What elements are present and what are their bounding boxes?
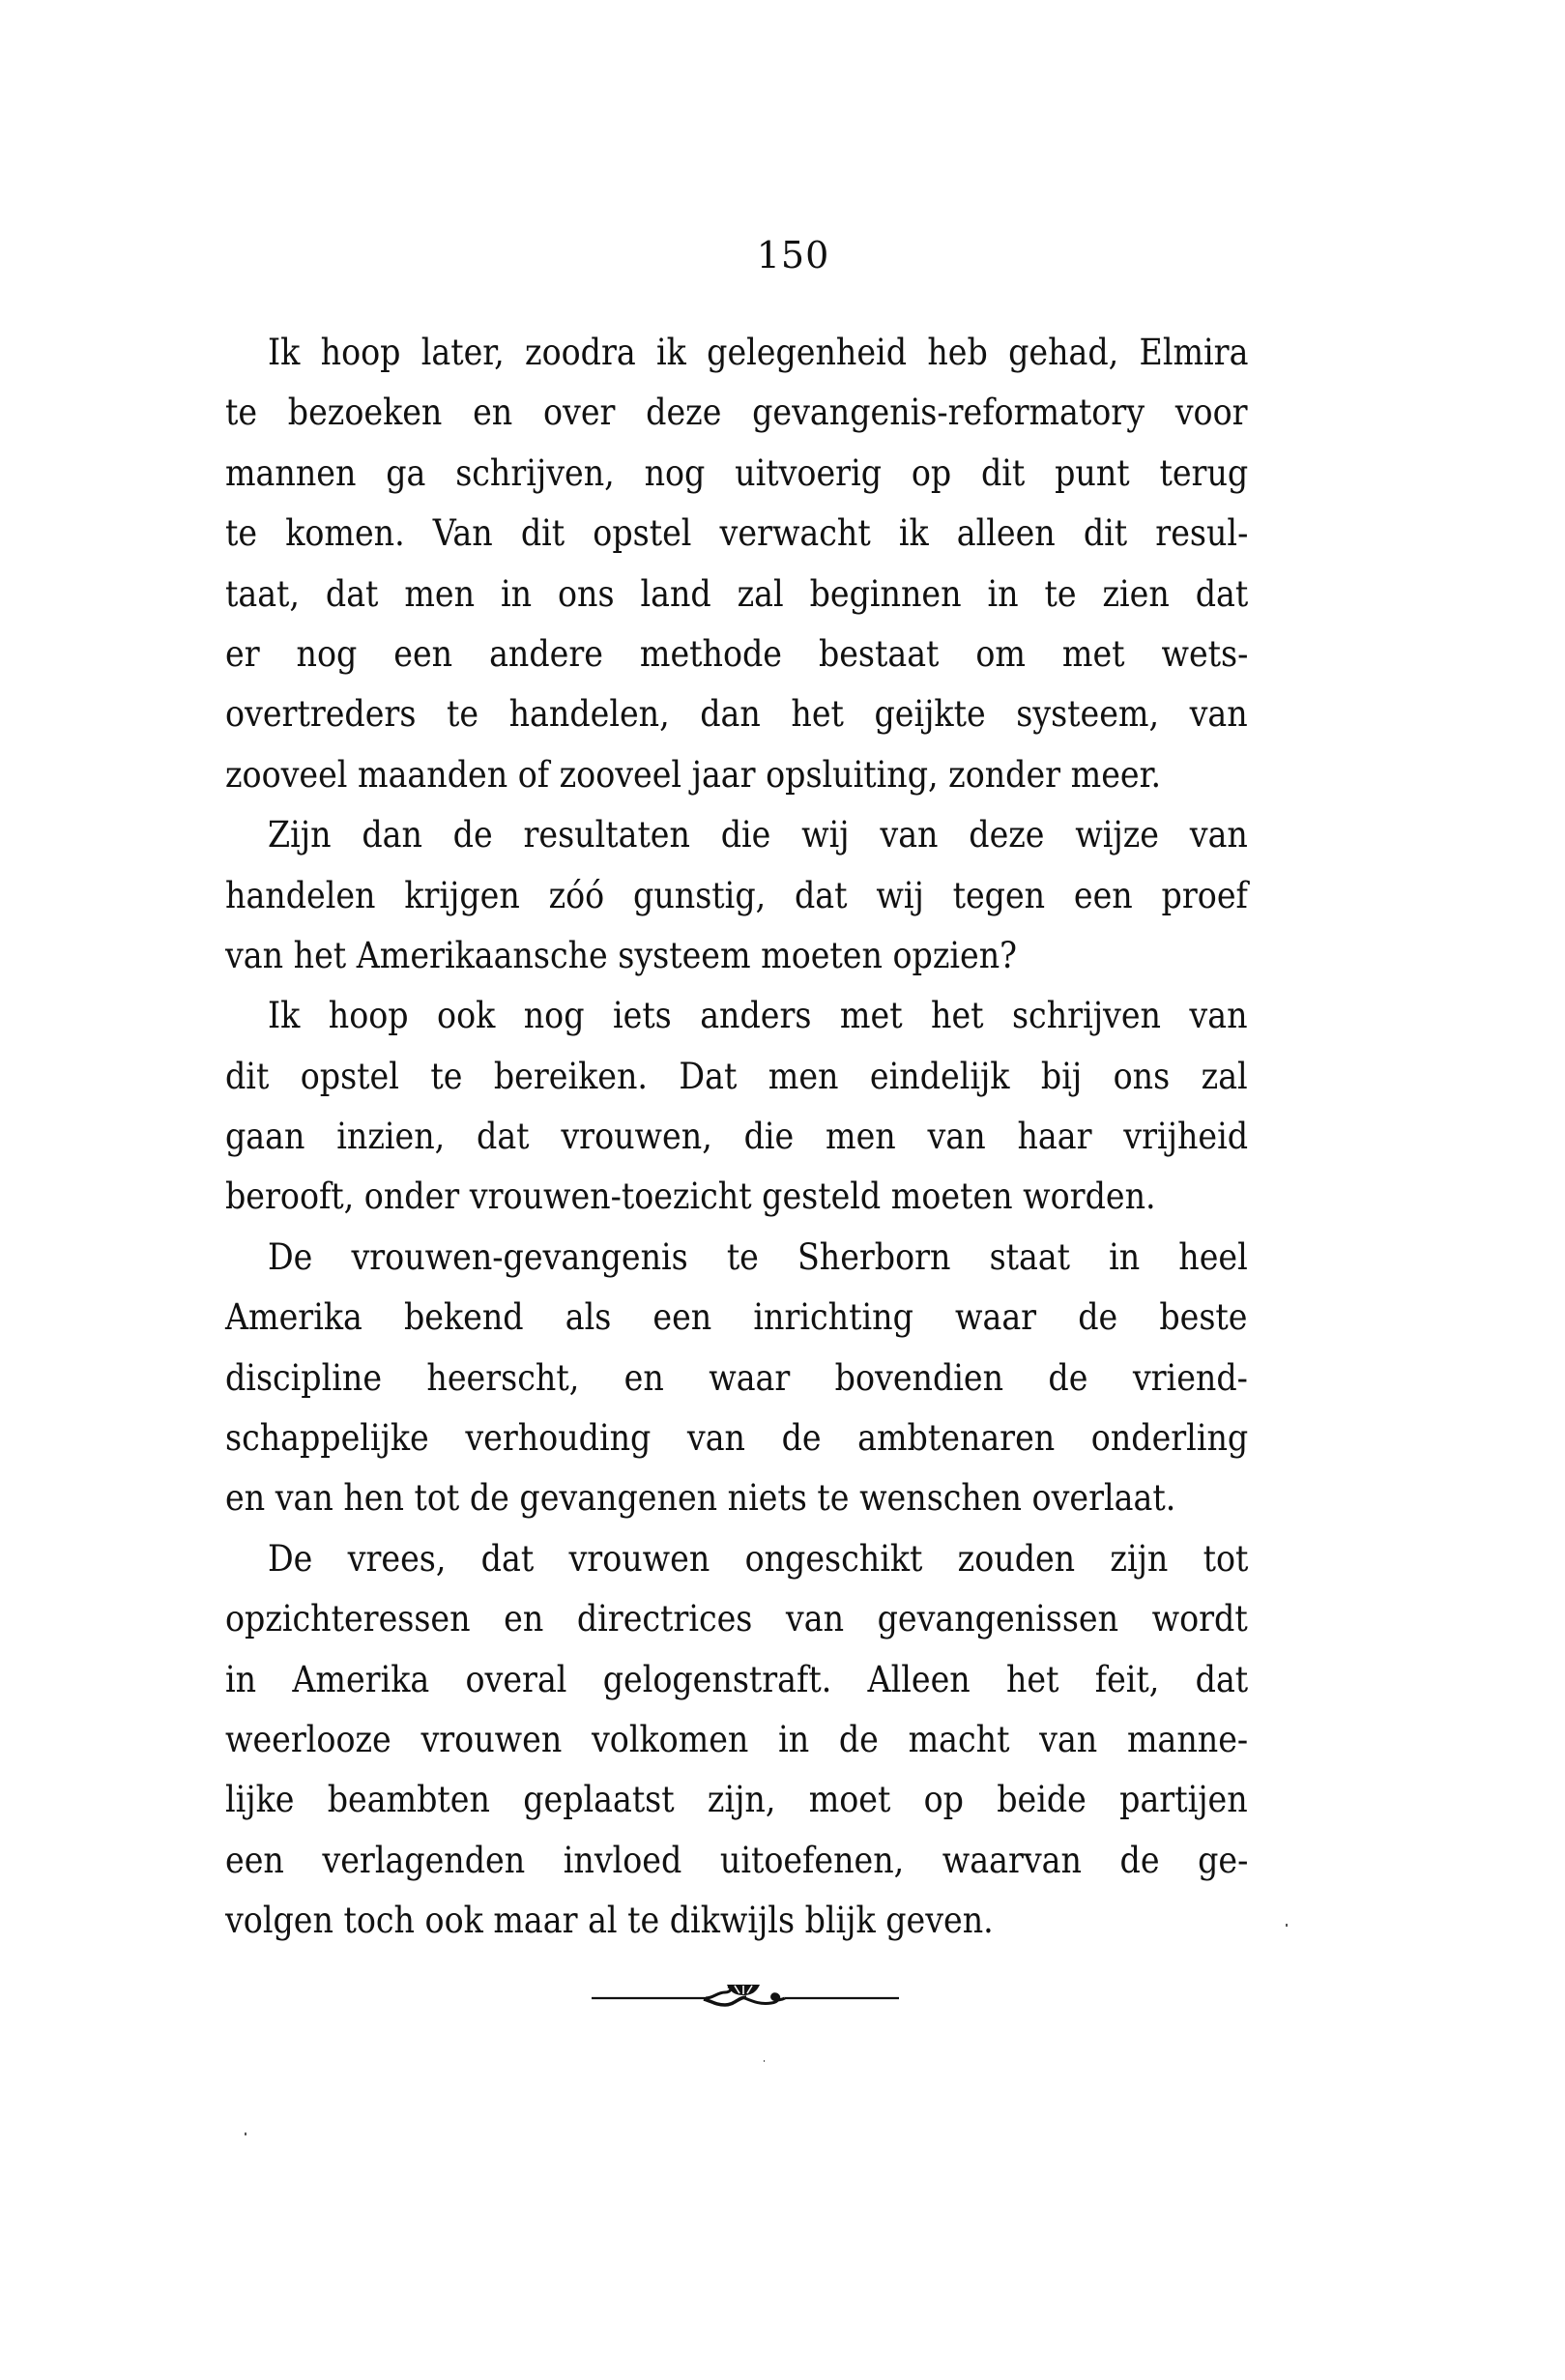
- text-line: mannen ga schrijven, nog uitvoerig op dit punt terug: [225, 451, 1249, 494]
- text-line: een verlagenden invloed uitoefenen, waarvan de ge-: [225, 1839, 1249, 1881]
- text-line: taat, dat men in ons land zal beginnen in te zien dat: [225, 572, 1249, 615]
- scan-speck: [245, 2133, 246, 2135]
- text-line: in Amerika overal gelogenstraft. Alleen het feit, dat: [225, 1658, 1249, 1700]
- body-text: [225, 323, 1248, 1952]
- scan-speck: [1286, 1924, 1288, 1927]
- scroll-ornament-icon: [590, 1972, 901, 2020]
- text-line: en van hen tot de gevangenen niets te wenschen overlaat.: [225, 1477, 1176, 1520]
- text-line: te bezoeken en over deze gevangenis-reformatory voor: [225, 392, 1248, 434]
- text-line: Amerika bekend als een inrichting waar de beste: [225, 1296, 1248, 1339]
- text-line: De vrouwen-gevangenis te Sherborn staat in heel: [268, 1235, 1248, 1278]
- text-line: Ik hoop later, zoodra ik gelegenheid heb gehad, Elmira: [268, 332, 1249, 373]
- text-line: schappelijke verhouding van de ambtenaren onderling: [225, 1417, 1249, 1460]
- text-line: opzichteressen en directrices van gevangenissen wordt: [225, 1598, 1248, 1640]
- text-line: overtreders te handelen, dan het geijkte systeem, van: [225, 693, 1248, 736]
- text-line: er nog een andere methode bestaat om met wets-: [225, 632, 1249, 675]
- text-line: berooft, onder vrouwen-toezicht gesteld moeten worden.: [225, 1175, 1156, 1218]
- text-line: van het Amerikaansche systeem moeten opzien?: [225, 934, 1018, 976]
- text-line: discipline heerscht, en waar bovendien de vriend-: [225, 1356, 1248, 1399]
- scan-speck: [764, 2060, 765, 2062]
- text-line: Ik hoop ook nog iets anders met het schrijven van: [268, 995, 1248, 1037]
- text-line: zooveel maanden of zooveel jaar opsluiting, zonder meer.: [225, 753, 1162, 796]
- text-line: handelen krijgen zóó gunstig, dat wij tegen een proef: [225, 874, 1248, 916]
- text-line: lijke beambten geplaatst zijn, moet op beide partijen: [225, 1779, 1248, 1821]
- text-line: Zijn dan de resultaten die wij van deze wijze van: [268, 814, 1248, 856]
- text-line: volgen toch ook maar al te dikwijls blijk geven.: [225, 1900, 994, 1942]
- text-line: weerlooze vrouwen volkomen in de macht van manne-: [225, 1718, 1249, 1760]
- text-line: dit opstel te bereiken. Dat men eindelijk bij ons zal: [225, 1055, 1248, 1097]
- text-line: te komen. Van dit opstel verwacht ik alleen dit resul-: [225, 512, 1249, 555]
- page-number: 150: [756, 234, 830, 276]
- text-line: gaan inzien, dat vrouwen, die men van haar vrijheid: [225, 1116, 1249, 1158]
- text-line: De vrees, dat vrouwen ongeschikt zouden zijn tot: [268, 1537, 1249, 1580]
